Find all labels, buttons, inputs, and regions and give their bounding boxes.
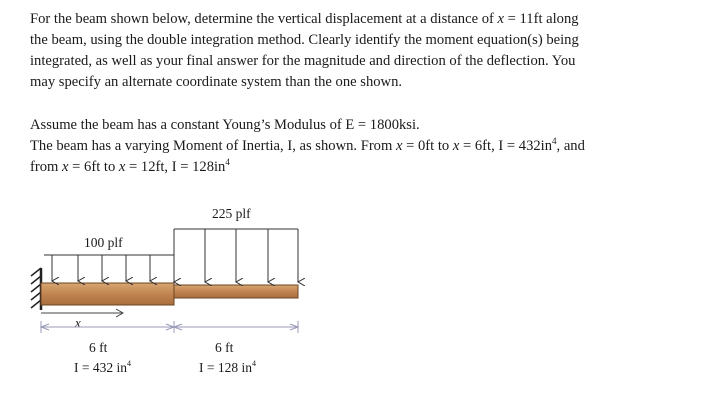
inertia-line-2: from x = 6ft to x = 12ft, $I = 128in^4$ xyxy=(30,157,230,175)
modulus-line: Assume the beam has a constant Young’s Modulus of E = 1800ksi. xyxy=(30,117,420,133)
load-label-100: 100 plf xyxy=(84,235,123,250)
inertia-line-1: The beam has a varying Moment of Inertia, I, as shown. From x = 0ft to x = 6ft, $I = 432in^4$, and xyxy=(30,136,585,154)
distributed-load-225 xyxy=(174,229,298,282)
beam-segment-2 xyxy=(174,285,298,298)
distributed-load-100 xyxy=(44,255,174,281)
statement-line-1: For the beam shown below, determine the vertical displacement at a distance of x = 11ft along xyxy=(30,11,579,27)
x-axis-arrow xyxy=(41,309,123,317)
statement-line-3: integrated, as well as your final answer for the magnitude and direction of the deflection. You xyxy=(30,53,576,69)
span1-inertia: I = 432 $in^4$ xyxy=(74,359,131,375)
span2-inertia: I = 128 $in^4$ xyxy=(199,359,256,375)
span2-length: 6 ft xyxy=(215,340,234,355)
span1-length: 6 ft xyxy=(89,340,108,355)
x-axis-label: x xyxy=(75,315,81,330)
load-label-225: 225 plf xyxy=(212,206,251,221)
fixed-support xyxy=(31,268,41,310)
statement-line-2: the beam, using the double integration method. Clearly identify the moment equation(s) being xyxy=(30,32,579,48)
statement-line-4: may specify an alternate coordinate system than the one shown. xyxy=(30,74,403,90)
beam-segment-1 xyxy=(41,283,174,305)
